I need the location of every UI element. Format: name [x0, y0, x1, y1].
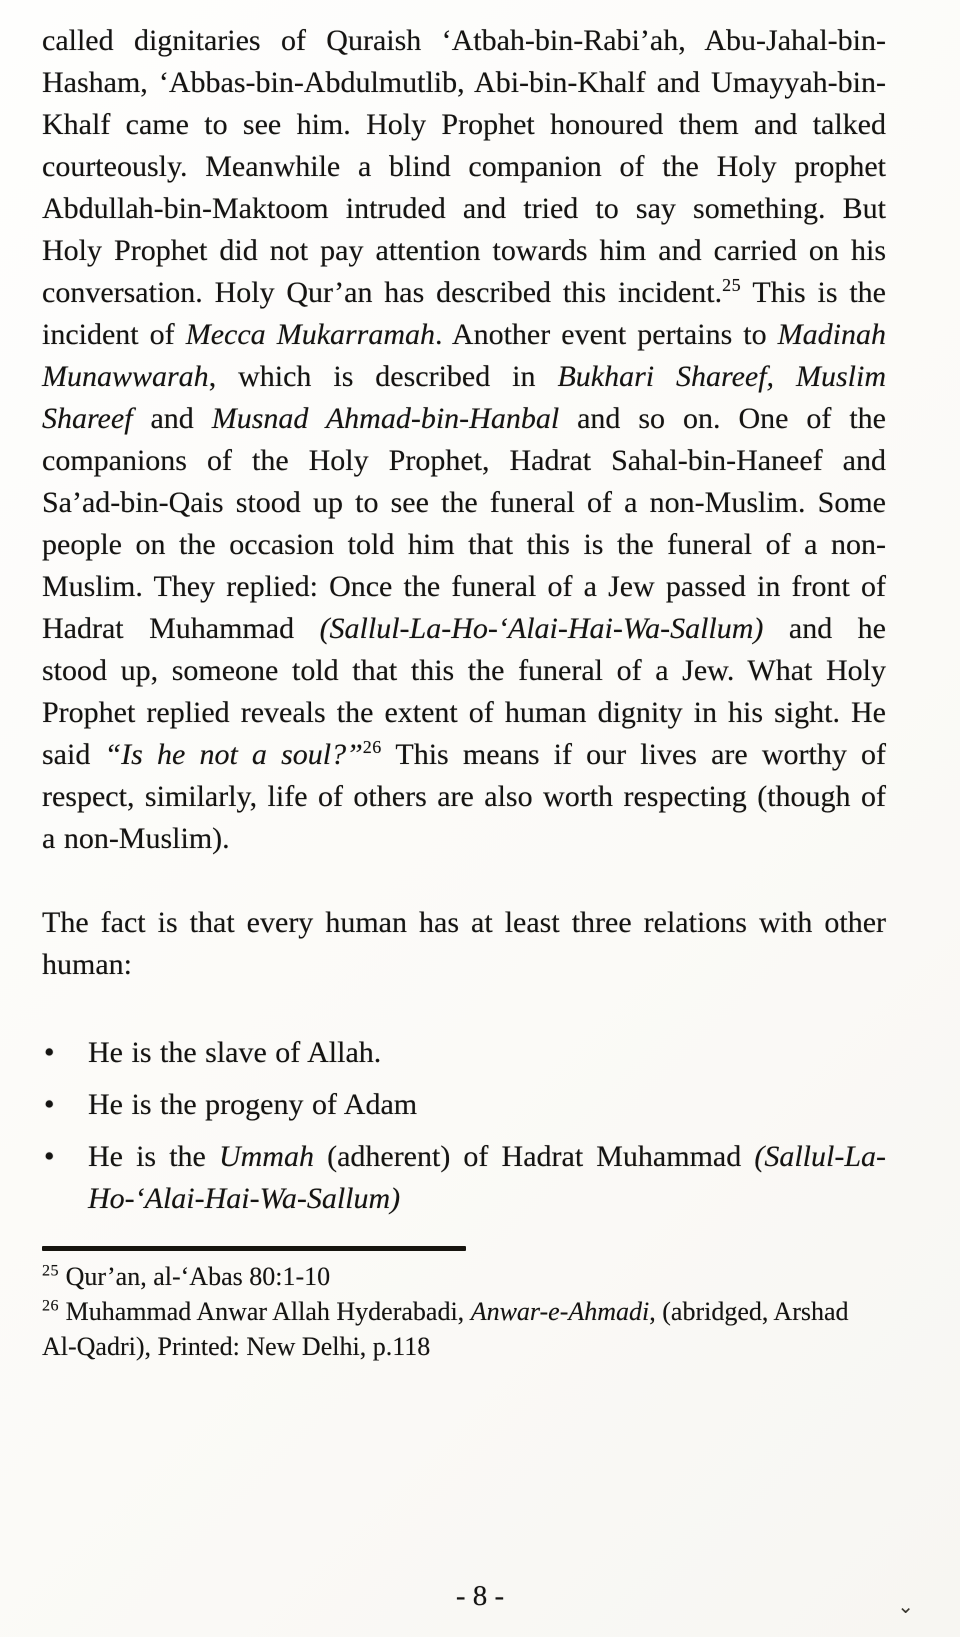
scan-artifact-mark: ⌄	[897, 1596, 914, 1618]
bullet-text: He is the Ummah (adherent) of Hadrat Muhammad (Sallul-La-Ho-‘Alai-Hai-Wa-Sallum)	[88, 1140, 887, 1215]
page-number: - 8 -	[455, 1580, 505, 1612]
bullet-item-slave-of-allah	[42, 1032, 886, 1074]
bullet-text: He is the progeny of Adam	[88, 1088, 418, 1121]
footnote-26: $^{26}$ Muhammad Anwar Allah Hyderabadi, Anwar-e-Ahmadi, (abridged, Arshad Al-Qadri), Printed: New Delhi, p.118	[42, 1297, 849, 1361]
bullet-icon: •	[44, 1036, 55, 1069]
footnote-divider	[42, 1246, 466, 1251]
footnote-section	[42, 1246, 886, 1364]
bullet-item-progeny-of-adam	[42, 1084, 886, 1126]
bullet-icon: •	[44, 1140, 55, 1173]
main-paragraph: called dignitaries of Quraish ‘Atbah-bin-Rabi’ah, Abu-Jahal-bin-Hasham, ‘Abbas-bin-Abdulmutlib, Abi-bin-Khalf and Umayyah-bin-Khalf came to see him. Holy Prophet honoured them and talked courteously. Meanwhile a blind companion of the Holy prophet Abdullah-bin-Maktoom intruded and tried to say something. But Holy Prophet did not pay attention towards him and carried on his conversation. Holy Qur’an has described this incident.$^{25}$ This is the incident of Mecca Mukarramah. Another event pertains to Madinah Munawwarah, which is described in Bukhari Shareef, Muslim Shareef and Musnad Ahmad-bin-Hanbal and so on. One of the companions of the Holy Prophet, Hadrat Sahal-bin-Haneef and Sa’ad-bin-Qais stood up to see the funeral of a non-Muslim. Some people on the occasion told him that this is the funeral of a non-Muslim. They replied: Once the funeral of a Jew passed in front of Hadrat Muhammad (Sallul-La-Ho-‘Alai-Hai-Wa-Sallum) and he stood up, someone told that this the funeral of a Jew. What Holy Prophet replied reveals the extent of human dignity in his sight. He said “Is he not a soul?”$^{26}$ This means if our lives are worthy of respect, similarly, life of others are also worth respecting (though of a non-Muslim).	[42, 24, 887, 855]
footnote-25: $^{25}$ Qur’an, al-‘Abas 80:1-10	[42, 1262, 331, 1291]
bullet-icon: •	[44, 1088, 55, 1121]
relations-paragraph: The fact is that every human has at least three relations with other human:	[42, 906, 886, 981]
relations-bullet-list	[42, 1032, 886, 1220]
bullet-text: He is the slave of Allah.	[88, 1036, 382, 1069]
bullet-item-ummah	[42, 1136, 886, 1220]
